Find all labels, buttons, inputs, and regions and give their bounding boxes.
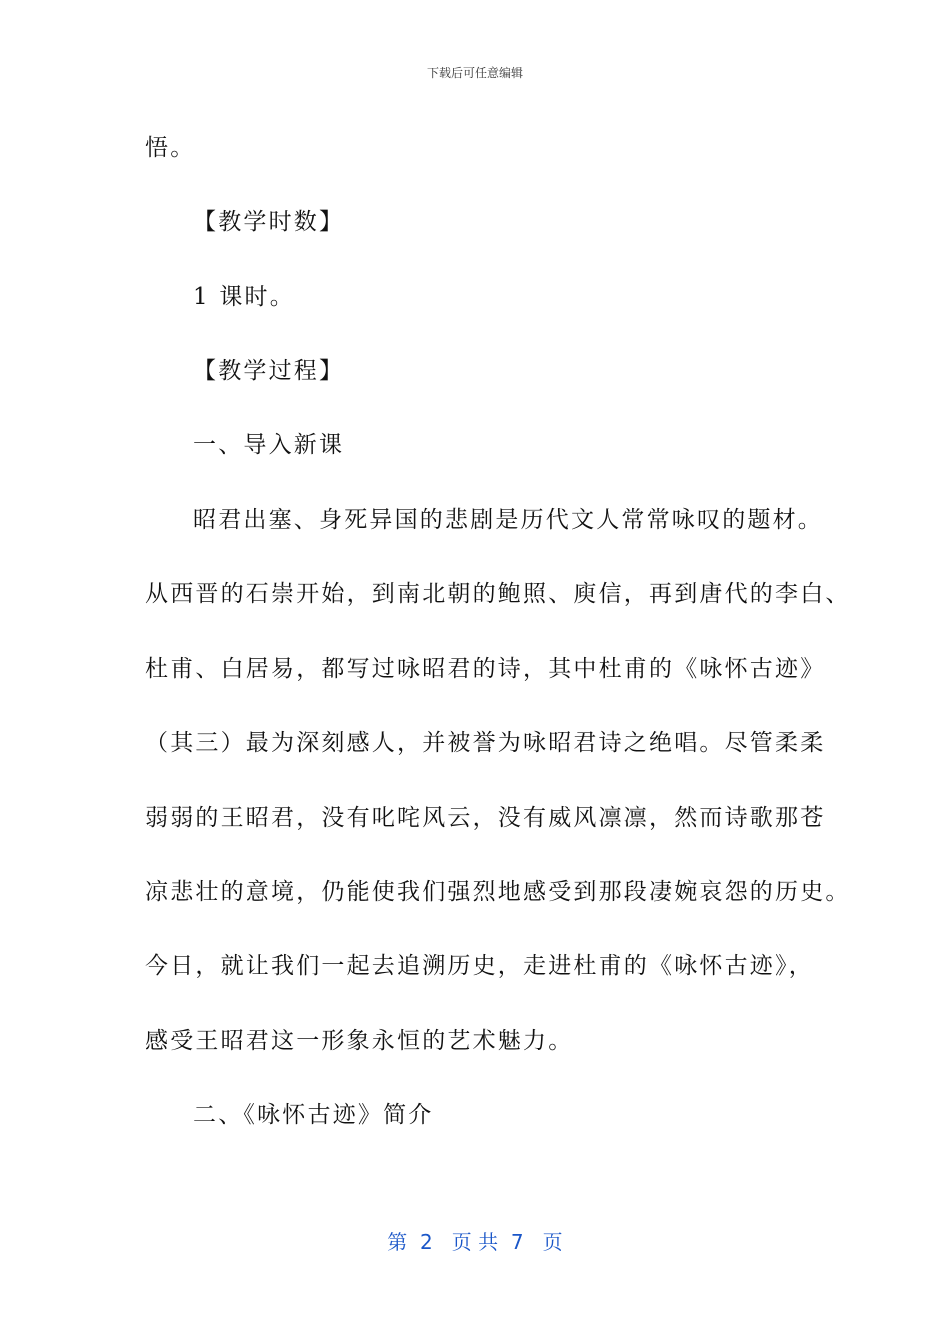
paragraph-line: 昭君出塞、身死异国的悲剧是历代文人常常咏叹的题材。 (193, 507, 823, 533)
paragraph-line: 今日，就让我们一起去追溯历史，走进杜甫的《咏怀古迹》， (145, 953, 814, 979)
section-heading-teaching-process: 【教学过程】 (193, 358, 345, 384)
paragraph-line: 弱弱的王昭君，没有叱咤风云，没有威风凛凛，然而诗歌那苍 (145, 805, 826, 831)
paragraph-line: （其三）最为深刻感人，并被誉为咏昭君诗之绝唱。尽管柔柔 (145, 730, 826, 756)
text-line: 悟。 (145, 135, 196, 161)
section-heading-teaching-hours: 【教学时数】 (193, 209, 345, 235)
paragraph-line: 从西晋的石崇开始，到南北朝的鲍照、庾信，再到唐代的李白、 (145, 581, 851, 607)
paragraph-line: 感受王昭君这一形象永恒的艺术魅力。 (145, 1028, 574, 1054)
subsection-heading: 二、《咏怀古迹》简介 (193, 1102, 434, 1128)
subsection-heading: 一、导入新课 (193, 432, 345, 458)
paragraph-line: 杜甫、白居易，都写过咏昭君的诗，其中杜甫的《咏怀古迹》 (145, 656, 826, 682)
page-footer: 第 2 页 共 7 页 (387, 1230, 563, 1254)
text-line: 1 课时。 (193, 284, 295, 310)
page-header: 下载后可任意编辑 (426, 66, 523, 80)
paragraph-line: 凉悲壮的意境，仍能使我们强烈地感受到那段凄婉哀怨的历史。 (145, 879, 851, 905)
